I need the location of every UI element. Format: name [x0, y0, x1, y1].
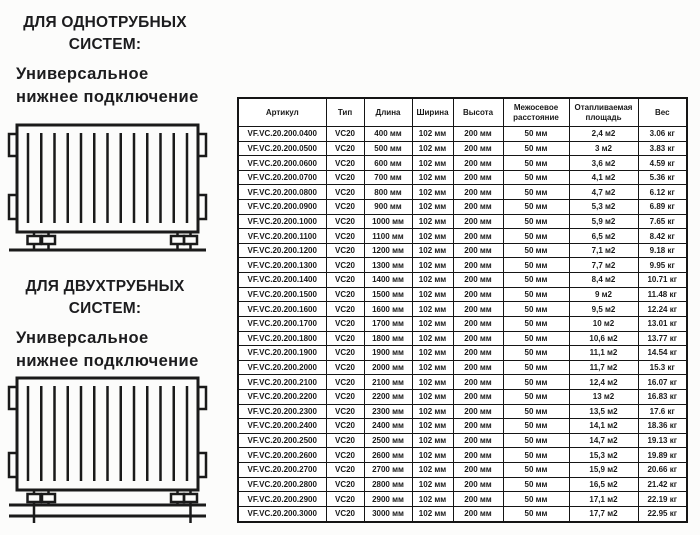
cell-weight: 13.01 кг — [638, 316, 687, 331]
cell-type: VC20 — [326, 200, 364, 215]
cell-article: VF.VC.20.200.1100 — [238, 229, 326, 244]
cell-article: VF.VC.20.200.1800 — [238, 331, 326, 346]
cell-weight: 22.95 кг — [638, 506, 687, 522]
cell-width: 102 мм — [412, 185, 453, 200]
spec-table-head — [238, 98, 687, 127]
cell-article: VF.VC.20.200.1900 — [238, 346, 326, 361]
cell-article: VF.VC.20.200.2100 — [238, 375, 326, 390]
cell-axial-distance: 50 мм — [503, 492, 569, 507]
section2-title-line2: СИСТЕМ: — [68, 299, 142, 317]
cell-article: VF.VC.20.200.2700 — [238, 463, 326, 478]
cell-type: VC20 — [326, 433, 364, 448]
cell-weight: 14.54 кг — [638, 346, 687, 361]
cell-axial-distance: 50 мм — [503, 214, 569, 229]
cell-article: VF.VC.20.200.1500 — [238, 287, 326, 302]
cell-weight: 15.3 кг — [638, 360, 687, 375]
cell-heated-area: 9 м2 — [569, 287, 638, 302]
cell-axial-distance: 50 мм — [503, 506, 569, 522]
cell-axial-distance: 50 мм — [503, 273, 569, 288]
cell-heated-area: 14,7 м2 — [569, 433, 638, 448]
cell-heated-area: 11,1 м2 — [569, 346, 638, 361]
table-row — [238, 273, 687, 288]
cell-article: VF.VC.20.200.2300 — [238, 404, 326, 419]
cell-axial-distance: 50 мм — [503, 404, 569, 419]
cell-width: 102 мм — [412, 273, 453, 288]
cell-article: VF.VC.20.200.2500 — [238, 433, 326, 448]
cell-heated-area: 13,5 м2 — [569, 404, 638, 419]
cell-weight: 4.59 кг — [638, 156, 687, 171]
cell-length: 800 мм — [364, 185, 412, 200]
cell-type: VC20 — [326, 346, 364, 361]
cell-width: 102 мм — [412, 243, 453, 258]
cell-weight: 19.13 кг — [638, 433, 687, 448]
cell-heated-area: 6,5 м2 — [569, 229, 638, 244]
cell-heated-area: 5,9 м2 — [569, 214, 638, 229]
cell-axial-distance: 50 мм — [503, 346, 569, 361]
cell-article: VF.VC.20.200.2000 — [238, 360, 326, 375]
cell-height: 200 мм — [453, 506, 503, 522]
radiator-two-pipe-diagram — [6, 371, 214, 525]
cell-heated-area: 12,4 м2 — [569, 375, 638, 390]
cell-axial-distance: 50 мм — [503, 243, 569, 258]
cell-width: 102 мм — [412, 331, 453, 346]
cell-axial-distance: 50 мм — [503, 389, 569, 404]
cell-axial-distance: 50 мм — [503, 419, 569, 434]
table-row — [238, 200, 687, 215]
cell-article: VF.VC.20.200.0500 — [238, 141, 326, 156]
section1-subtitle-line1: Универсальное — [16, 65, 149, 83]
cell-width: 102 мм — [412, 389, 453, 404]
radiator-feet — [28, 232, 198, 250]
cell-type: VC20 — [326, 316, 364, 331]
section2-title-line1: ДЛЯ ДВУХТРУБНЫХ — [25, 278, 185, 295]
cell-axial-distance: 50 мм — [503, 331, 569, 346]
cell-width: 102 мм — [412, 302, 453, 317]
cell-length: 3000 мм — [364, 506, 412, 522]
cell-length: 1300 мм — [364, 258, 412, 273]
cell-heated-area: 9,5 м2 — [569, 302, 638, 317]
cell-weight: 9.18 кг — [638, 243, 687, 258]
cell-length: 1000 мм — [364, 214, 412, 229]
cell-heated-area: 15,9 м2 — [569, 463, 638, 478]
cell-height: 200 мм — [453, 185, 503, 200]
cell-height: 200 мм — [453, 316, 503, 331]
cell-height: 200 мм — [453, 477, 503, 492]
cell-width: 102 мм — [412, 200, 453, 215]
cell-height: 200 мм — [453, 214, 503, 229]
column-header-height: Высота — [453, 98, 503, 127]
section2-subtitle — [16, 327, 221, 373]
cell-type: VC20 — [326, 360, 364, 375]
cell-width: 102 мм — [412, 360, 453, 375]
cell-type: VC20 — [326, 448, 364, 463]
table-row — [238, 214, 687, 229]
cell-length: 1100 мм — [364, 229, 412, 244]
cell-axial-distance: 50 мм — [503, 141, 569, 156]
cell-length: 1400 мм — [364, 273, 412, 288]
cell-axial-distance: 50 мм — [503, 477, 569, 492]
cell-width: 102 мм — [412, 346, 453, 361]
cell-weight: 12.24 кг — [638, 302, 687, 317]
table-row — [238, 127, 687, 142]
column-header-axial-distance: Межосевое расстояние — [503, 98, 569, 127]
cell-type: VC20 — [326, 492, 364, 507]
cell-weight: 6.89 кг — [638, 200, 687, 215]
cell-type: VC20 — [326, 404, 364, 419]
cell-length: 2200 мм — [364, 389, 412, 404]
column-header-type: Тип — [326, 98, 364, 127]
cell-type: VC20 — [326, 258, 364, 273]
cell-height: 200 мм — [453, 492, 503, 507]
cell-axial-distance: 50 мм — [503, 185, 569, 200]
cell-axial-distance: 50 мм — [503, 375, 569, 390]
cell-heated-area: 7,7 м2 — [569, 258, 638, 273]
table-row — [238, 331, 687, 346]
cell-axial-distance: 50 мм — [503, 433, 569, 448]
table-row — [238, 156, 687, 171]
cell-article: VF.VC.20.200.3000 — [238, 506, 326, 522]
cell-length: 400 мм — [364, 127, 412, 142]
cell-weight: 9.95 кг — [638, 258, 687, 273]
cell-weight: 19.89 кг — [638, 448, 687, 463]
table-row — [238, 243, 687, 258]
cell-axial-distance: 50 мм — [503, 200, 569, 215]
cell-width: 102 мм — [412, 287, 453, 302]
spec-table-body — [238, 127, 687, 523]
cell-axial-distance: 50 мм — [503, 127, 569, 142]
cell-axial-distance: 50 мм — [503, 170, 569, 185]
cell-width: 102 мм — [412, 127, 453, 142]
cell-height: 200 мм — [453, 346, 503, 361]
cell-length: 2600 мм — [364, 448, 412, 463]
cell-heated-area: 7,1 м2 — [569, 243, 638, 258]
table-row — [238, 375, 687, 390]
column-header-heated-area: Отапливаемая площадь — [569, 98, 638, 127]
table-row — [238, 492, 687, 507]
cell-width: 102 мм — [412, 229, 453, 244]
cell-length: 2400 мм — [364, 419, 412, 434]
cell-height: 200 мм — [453, 243, 503, 258]
cell-heated-area: 14,1 м2 — [569, 419, 638, 434]
cell-height: 200 мм — [453, 229, 503, 244]
cell-heated-area: 4,1 м2 — [569, 170, 638, 185]
table-row — [238, 448, 687, 463]
cell-type: VC20 — [326, 419, 364, 434]
cell-height: 200 мм — [453, 360, 503, 375]
cell-width: 102 мм — [412, 375, 453, 390]
cell-article: VF.VC.20.200.2900 — [238, 492, 326, 507]
cell-length: 2800 мм — [364, 477, 412, 492]
cell-length: 1700 мм — [364, 316, 412, 331]
cell-type: VC20 — [326, 141, 364, 156]
table-row — [238, 506, 687, 522]
cell-height: 200 мм — [453, 200, 503, 215]
section1-title-line1: ДЛЯ ОДНОТРУБНЫХ — [23, 14, 187, 31]
cell-article: VF.VC.20.200.1200 — [238, 243, 326, 258]
cell-length: 2100 мм — [364, 375, 412, 390]
cell-type: VC20 — [326, 127, 364, 142]
cell-heated-area: 10 м2 — [569, 316, 638, 331]
cell-width: 102 мм — [412, 141, 453, 156]
cell-weight: 3.83 кг — [638, 141, 687, 156]
table-row — [238, 302, 687, 317]
cell-length: 2700 мм — [364, 463, 412, 478]
cell-weight: 13.77 кг — [638, 331, 687, 346]
cell-type: VC20 — [326, 170, 364, 185]
cell-type: VC20 — [326, 273, 364, 288]
cell-length: 1200 мм — [364, 243, 412, 258]
cell-length: 2300 мм — [364, 404, 412, 419]
cell-length: 2000 мм — [364, 360, 412, 375]
cell-heated-area: 10,6 м2 — [569, 331, 638, 346]
cell-width: 102 мм — [412, 433, 453, 448]
table-row — [238, 346, 687, 361]
cell-type: VC20 — [326, 185, 364, 200]
table-row — [238, 229, 687, 244]
spec-table-header-row — [238, 98, 687, 127]
cell-article: VF.VC.20.200.1300 — [238, 258, 326, 273]
cell-height: 200 мм — [453, 127, 503, 142]
section2-subtitle-line2: нижнее подключение — [16, 352, 199, 370]
column-header-width: Ширина — [412, 98, 453, 127]
cell-height: 200 мм — [453, 141, 503, 156]
section1-title-line2: СИСТЕМ: — [68, 35, 142, 53]
cell-weight: 10.71 кг — [638, 273, 687, 288]
section1-subtitle-line2: нижнее подключение — [16, 88, 199, 106]
cell-width: 102 мм — [412, 477, 453, 492]
table-row — [238, 433, 687, 448]
cell-article: VF.VC.20.200.2800 — [238, 477, 326, 492]
cell-heated-area: 13 м2 — [569, 389, 638, 404]
cell-article: VF.VC.20.200.0600 — [238, 156, 326, 171]
cell-width: 102 мм — [412, 156, 453, 171]
cell-type: VC20 — [326, 375, 364, 390]
cell-weight: 5.36 кг — [638, 170, 687, 185]
cell-width: 102 мм — [412, 419, 453, 434]
cell-axial-distance: 50 мм — [503, 302, 569, 317]
cell-length: 700 мм — [364, 170, 412, 185]
cell-length: 1500 мм — [364, 287, 412, 302]
cell-weight: 17.6 кг — [638, 404, 687, 419]
cell-height: 200 мм — [453, 258, 503, 273]
cell-heated-area: 2,4 м2 — [569, 127, 638, 142]
table-row — [238, 316, 687, 331]
cell-weight: 6.12 кг — [638, 185, 687, 200]
cell-type: VC20 — [326, 477, 364, 492]
section2-title — [8, 276, 202, 319]
cell-heated-area: 11,7 м2 — [569, 360, 638, 375]
cell-height: 200 мм — [453, 273, 503, 288]
table-row — [238, 185, 687, 200]
cell-weight: 21.42 кг — [638, 477, 687, 492]
cell-weight: 7.65 кг — [638, 214, 687, 229]
cell-article: VF.VC.20.200.1400 — [238, 273, 326, 288]
cell-height: 200 мм — [453, 302, 503, 317]
cell-height: 200 мм — [453, 433, 503, 448]
table-row — [238, 389, 687, 404]
cell-heated-area: 16,5 м2 — [569, 477, 638, 492]
radiator-feet — [28, 490, 198, 502]
cell-weight: 16.07 кг — [638, 375, 687, 390]
cell-width: 102 мм — [412, 448, 453, 463]
cell-heated-area: 17,1 м2 — [569, 492, 638, 507]
cell-heated-area: 8,4 м2 — [569, 273, 638, 288]
table-row — [238, 360, 687, 375]
table-row — [238, 477, 687, 492]
cell-heated-area: 3 м2 — [569, 141, 638, 156]
cell-width: 102 мм — [412, 404, 453, 419]
cell-article: VF.VC.20.200.1600 — [238, 302, 326, 317]
cell-heated-area: 17,7 м2 — [569, 506, 638, 522]
cell-height: 200 мм — [453, 419, 503, 434]
column-header-article: Артикул — [238, 98, 326, 127]
cell-weight: 8.42 кг — [638, 229, 687, 244]
cell-type: VC20 — [326, 389, 364, 404]
cell-article: VF.VC.20.200.0400 — [238, 127, 326, 142]
cell-article: VF.VC.20.200.2400 — [238, 419, 326, 434]
cell-article: VF.VC.20.200.0700 — [238, 170, 326, 185]
cell-article: VF.VC.20.200.1700 — [238, 316, 326, 331]
cell-height: 200 мм — [453, 389, 503, 404]
cell-width: 102 мм — [412, 170, 453, 185]
cell-length: 1900 мм — [364, 346, 412, 361]
cell-weight: 16.83 кг — [638, 389, 687, 404]
cell-height: 200 мм — [453, 463, 503, 478]
cell-width: 102 мм — [412, 316, 453, 331]
cell-height: 200 мм — [453, 375, 503, 390]
cell-axial-distance: 50 мм — [503, 448, 569, 463]
cell-width: 102 мм — [412, 214, 453, 229]
table-row — [238, 141, 687, 156]
column-header-length: Длина — [364, 98, 412, 127]
table-row — [238, 287, 687, 302]
cell-weight: 3.06 кг — [638, 127, 687, 142]
cell-type: VC20 — [326, 506, 364, 522]
cell-height: 200 мм — [453, 404, 503, 419]
cell-type: VC20 — [326, 156, 364, 171]
section2-subtitle-line1: Универсальное — [16, 329, 149, 347]
spec-table — [237, 97, 688, 523]
cell-heated-area: 4,7 м2 — [569, 185, 638, 200]
cell-weight: 18.36 кг — [638, 419, 687, 434]
cell-type: VC20 — [326, 229, 364, 244]
cell-length: 1600 мм — [364, 302, 412, 317]
table-row — [238, 463, 687, 478]
cell-axial-distance: 50 мм — [503, 316, 569, 331]
cell-width: 102 мм — [412, 258, 453, 273]
cell-article: VF.VC.20.200.0800 — [238, 185, 326, 200]
cell-length: 1800 мм — [364, 331, 412, 346]
table-row — [238, 404, 687, 419]
cell-type: VC20 — [326, 302, 364, 317]
cell-type: VC20 — [326, 214, 364, 229]
section1-subtitle — [16, 63, 221, 109]
cell-height: 200 мм — [453, 448, 503, 463]
table-row — [238, 419, 687, 434]
table-row — [238, 170, 687, 185]
cell-weight: 20.66 кг — [638, 463, 687, 478]
cell-length: 2500 мм — [364, 433, 412, 448]
column-header-weight: Вес — [638, 98, 687, 127]
cell-axial-distance: 50 мм — [503, 156, 569, 171]
cell-type: VC20 — [326, 463, 364, 478]
cell-axial-distance: 50 мм — [503, 229, 569, 244]
cell-weight: 22.19 кг — [638, 492, 687, 507]
cell-type: VC20 — [326, 287, 364, 302]
cell-article: VF.VC.20.200.2600 — [238, 448, 326, 463]
cell-height: 200 мм — [453, 156, 503, 171]
radiator-single-pipe-diagram — [6, 119, 214, 257]
cell-length: 600 мм — [364, 156, 412, 171]
cell-axial-distance: 50 мм — [503, 258, 569, 273]
cell-length: 500 мм — [364, 141, 412, 156]
cell-article: VF.VC.20.200.1000 — [238, 214, 326, 229]
cell-height: 200 мм — [453, 170, 503, 185]
cell-width: 102 мм — [412, 492, 453, 507]
cell-heated-area: 5,3 м2 — [569, 200, 638, 215]
cell-type: VC20 — [326, 331, 364, 346]
table-row — [238, 258, 687, 273]
cell-weight: 11.48 кг — [638, 287, 687, 302]
cell-height: 200 мм — [453, 287, 503, 302]
cell-heated-area: 3,6 м2 — [569, 156, 638, 171]
cell-axial-distance: 50 мм — [503, 287, 569, 302]
cell-width: 102 мм — [412, 463, 453, 478]
cell-axial-distance: 50 мм — [503, 360, 569, 375]
cell-type: VC20 — [326, 243, 364, 258]
cell-length: 900 мм — [364, 200, 412, 215]
section1-title — [8, 12, 202, 55]
cell-width: 102 мм — [412, 506, 453, 522]
cell-heated-area: 15,3 м2 — [569, 448, 638, 463]
cell-length: 2900 мм — [364, 492, 412, 507]
cell-axial-distance: 50 мм — [503, 463, 569, 478]
cell-height: 200 мм — [453, 331, 503, 346]
cell-article: VF.VC.20.200.0900 — [238, 200, 326, 215]
cell-article: VF.VC.20.200.2200 — [238, 389, 326, 404]
